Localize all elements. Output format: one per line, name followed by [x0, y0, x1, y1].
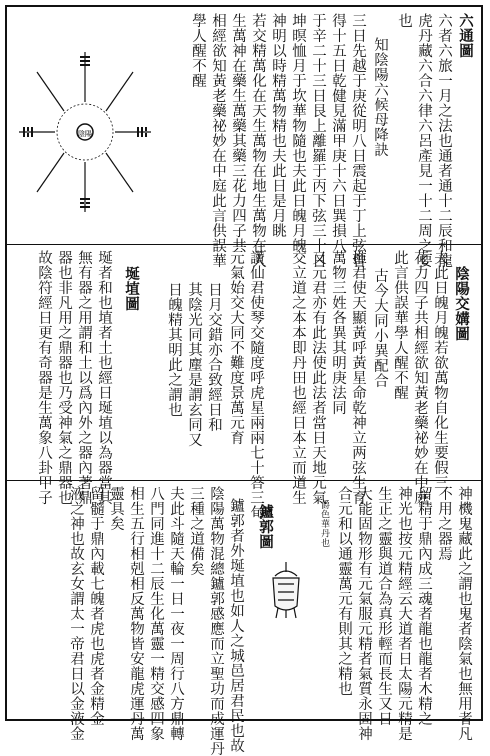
text-column: 古今大同小異配合 — [372, 268, 388, 388]
text-column: 鑪郭者外埏埴也如人之城邑居君民也故 — [228, 498, 244, 753]
text-column: 虎丹藏六合六律六呂產見一十二周之要 — [416, 13, 432, 268]
text-column: 于辛二十三日艮上離羅于丙下弦三十日 — [310, 13, 326, 268]
text-column: 陰陽萬物混總鑪郭感應而立聖功而成運丹 — [208, 486, 224, 756]
band2-title: 陰陽交媾圖 — [453, 266, 470, 341]
text-column: 神機鬼藏此之謂也鬼者陰氣也無用者凡 — [456, 486, 472, 741]
furnace-vessel-icon — [269, 562, 303, 620]
band3-title: 鑪郭圖 — [257, 504, 274, 549]
diagram-caption: 爵色華丹也 — [319, 500, 329, 548]
text-column: 學人醒不醒 — [190, 13, 206, 88]
band1-title: 六通圖 — [457, 13, 474, 58]
text-column: 六者六旅一月之法也通者通十二辰和龍 — [436, 13, 452, 268]
text-column: 此言供誤華學人醒不醒 — [392, 250, 408, 400]
text-column: 讚仙君使琴交隨度呼虎星兩兩七十答三旬 — [248, 250, 264, 520]
text-column: 得十五日乾健見滿甲庚十六日巽損八 — [330, 13, 346, 253]
text-column: 三種之道備矣 — [188, 486, 204, 576]
diagram-center-label: 陰陽 — [78, 130, 92, 138]
text-column: 生正之靈與道合為真形輕而長生又日 — [376, 486, 392, 726]
text-column: 神光也按元精經云大道者日太陽元精是 — [396, 486, 412, 741]
text-column: 日魄精其明此之謂也 — [166, 282, 182, 417]
text-column: 液之神也故玄女謂太一帝君日以金液金 — [68, 486, 84, 741]
text-column: 無有器之用謂和土以爲內外之器內著鼎 — [76, 250, 92, 505]
text-column: 留髓于鼎內載七魄者虎也虎者金精金 — [88, 486, 104, 726]
text-column: 花力四子共相經欲知黃老藥祕妙在中庭 — [412, 250, 428, 505]
text-column: 埏者和也埴者土也經日埏埴以為器當其 — [96, 250, 112, 505]
text-column: 又元君亦有此法使此法者當日天地元氣 — [310, 250, 326, 505]
band-top — [7, 7, 481, 268]
text-column: 推君使天顯黃呼黃星命乾神立两弦生育 — [350, 250, 366, 505]
text-column: 相經欲知黃老藥祕妙在中庭此言供誤華 — [210, 13, 226, 268]
text-column: 留精于鼎內成三魂者龍也龍者木精之 — [416, 486, 432, 726]
text-column: 相生五行相剋相反萬物皆安龍虎運丹萬 — [128, 486, 144, 741]
text-column: 器也非凡用之鼎器也乃受神氣之鼎器也 — [56, 250, 72, 505]
text-column: 八門同進十二辰生化萬靈一精交感四象 — [148, 486, 164, 741]
text-column: 三日先越于庚從明八日震起于丁上弦曾 — [350, 13, 366, 268]
text-column: 靈具矣 — [108, 486, 124, 531]
text-column: 大能固物形有元氣服元精者氣質永固神 — [356, 486, 372, 741]
text-column: 知陰陽六候母降訣 — [372, 37, 388, 157]
text-column: 坤暝恤月于坎華物隨也夫此日魄月魄 — [290, 13, 306, 253]
text-column: 合元和以通靈萬元有則其之精也 — [336, 486, 352, 696]
liutong-diagram — [15, 47, 155, 217]
text-column: 交立道之本本即丹田也經日本立而道生 — [290, 250, 306, 505]
scripture-page — [5, 5, 483, 756]
text-column: 夫此日魄月魄若欲萬物自化生要假三 — [432, 250, 448, 490]
text-column: 日月交錯亦合致經日和 — [206, 282, 222, 432]
text-column: 神明以時精萬物精也夫此日是月眺 — [270, 13, 286, 238]
text-column: 其陰光同其塵是謂玄同又 — [186, 282, 202, 447]
text-column: 也 — [396, 13, 412, 28]
text-column: 若交精萬化在天生萬物在地生萬物在人 — [250, 13, 266, 268]
text-column: 元氣始交大同不難度景萬元育 — [228, 250, 244, 445]
text-column: 生萬神在藥生萬藥其藥三花力四子共 — [230, 13, 246, 253]
band-bottom — [7, 480, 481, 756]
text-column: 萬物三姓各異其明庚法同 — [330, 250, 346, 415]
band2-subtitle: 埏埴圖 — [123, 266, 140, 311]
text-column: 不用之器焉 — [436, 486, 452, 561]
text-column: 夫此斗隨天輪一日一夜一周行八方鼎轉 — [168, 486, 184, 741]
text-column: 故陰符經日更有奇器是生萬象八卦甲子 — [36, 250, 52, 505]
